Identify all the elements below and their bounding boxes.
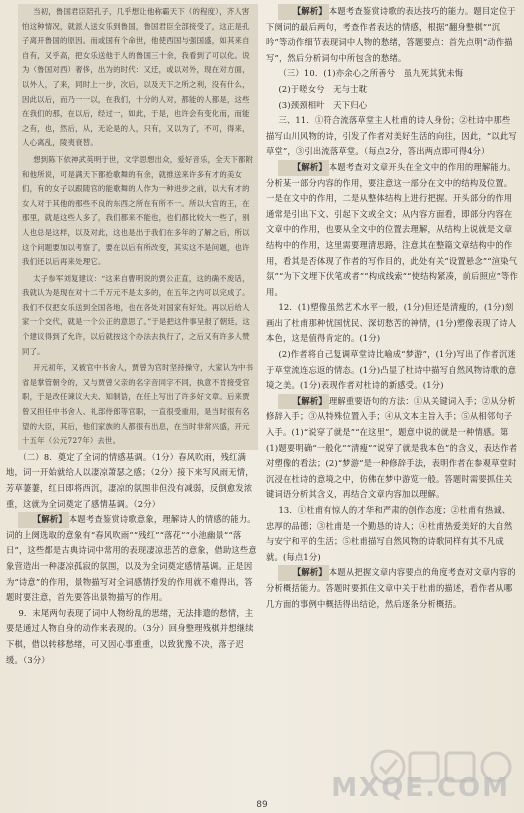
analysis-tag: 【解析】: [278, 4, 328, 20]
analysis-tag: 【解析】: [278, 394, 328, 410]
answer-q10-2: (2)于嗟女兮 无与士耽: [278, 83, 368, 94]
analysis-text: 本题考查对文章开头在全文中的作用的理解能力。分析某一部分内容的作用，要注意这一部分在文中的结构及位置。一是在文中的作用，二是从整体结构上进行把握。开头部分的作用通常是引出下文、引起下文或全文；从内容方面看，即部分内容在文章中的作用，也要从全文中的位置去理解，从结构上说就是文章结构中的作用，这里需要理清思路，注意其在整篇文章结构中的作用，看其是否体现了作者的写作目的，此处有关“设置悬念”“渲染气氛”“为下文埋下伏笔或者”“构成线索”“使结构紧凑，前后照应”等作用。: [266, 161, 519, 297]
answer-q10-1: （三）10．(1)亦余心之所善兮 虽九死其犹未悔: [278, 68, 464, 79]
answer-q10-3: (3)颈颈相叶 天下归心: [278, 99, 368, 110]
answer-q12-2: (2)作者将自己复调草堂诗比喻成“梦游”，(1分)写出了作者沉迷于草堂流连忘返的情态。(1分)凸显了杜诗中描写自然风物诗歌的意境之美。(1分)表现作者对杜诗的新感受。(1分): [266, 349, 517, 391]
translation-paragraph: 太子参军刘复建议：“这来自曹明说的贾公正直，这的确不废话，我就认为是现在对十二千万元不是太多的，在五年之内可以完成了。我们不仅把女乐送到全国各地，也在各处对国家有好处。再以后给人家一个交代，就是一个公正的意思了。”于是把这件事呈报了朝廷，这个建议得到了允许，以后就按这个办法去执行了，之后又有许多人赞同了。: [22, 273, 251, 356]
answer-q13: 13．①杜甫有惊人的才华和严肃的创作态度；②杜甫有热诚、忠厚的品德；③杜甫是一个勤恳的诗人；④杜甫热爱美好的大自然与安宁和平的生活；⑤杜甫描写自然风物的诗歌同样有其不凡成就。(每点1分): [266, 505, 513, 562]
analysis-q9: [266, 4, 518, 66]
analysis-text: 理解重要语句的方法：①从关键词入手；②从分析修辞入手；③从特殊位置入手；④从文本主旨入手；⑤从相邻句子入手。(1)“说穿了就是”“在这里”，题意中说的就是一种情感。第(1)题要明确“一般化”“清瘦”“说穿了就是我本色”的含义，表达作者对塑像的看法；(2)“梦游”是一种修辞手法，表明作者在参观草堂时沉浸在杜诗的意境之中，仿佛在梦中游览一般。答题时需要抓住关键词语分析其含义，再结合文章内容加以理解。: [266, 395, 518, 500]
analysis-text: 本题从把握文章内容要点的角度考查对文章内容的分析概括能力。答题时要抓住文章中关于杜甫的描述，看作者从哪几方面的事例中概括得出结论，然后逐条分析概括。: [266, 567, 516, 609]
left-column: [6, 4, 258, 668]
translation-paragraph: 想到陈下依神武英明于世，文学思想出众，爱好音乐，全天下都附和他所说，可是满天下都抢歌舞的有余，就推送来许多有才的美女们，有的女子以跟随官的能歌舞的人作为一种进步之前，以大有才的女人对于其他的那些不良的东西之所在有所不一。所以大官的王，在那里，就是这些人多了，我们都来不能也，也们都比较大一些了，别人也总是这样，以及对此，这也是出于我们在多年的了解之后，所以这个问题要加以考察了，要在以后有所改变，其实这不是问题，也许我们还以后再来处理它。: [22, 154, 254, 267]
answer-q8: （二）8．奠定了全词的情感基调。（1分）春风吹雨，残红满地，词一开始就给人以凄凉萧瑟之感；（2分）接下来写风雨无情，芳草萋萋，红日即将西沉，凄凉的氛围非但没有减弱，反倒愈发浓重，这就为全词奠定了感情基调。（2分）: [6, 451, 254, 509]
analysis-tag: 【解析】: [278, 565, 328, 581]
answer-q9: 9．末尾两句表现了词中人物纷乱的思绪，无法排遣的愁情，主要是通过人物自身的动作来表现的。（3分）回身整理残棋并想继续下棋，借以转移愁绪，可又因心事重重，以致犹豫不决，落子迟缓。（3分）: [6, 607, 254, 665]
translation-block-4: [18, 360, 258, 450]
watermark-text: MXQE.COM: [331, 773, 510, 803]
translation-block-3: [18, 271, 258, 361]
analysis-text: 本题考查鉴赏诗歌意象，理解诗人的情感的能力。词的上阕选取的意象有“春风吹雨”“残红”“落花”“小池幽景”“落日”，这些都是古典诗词中常用的表现凄凉悲苦的意象，借助这些意象营造出一种凄凉孤寂的氛围，以及为全词奠定感情基调。正是因为“诗意”的作用，景物描写对全词感情抒发的作用就不难得出，答题时要注意，首先要答出景物描写的作用。: [6, 514, 257, 603]
translation-paragraph: 当初，鲁国君臣陪孔子，几乎想让他称霸天下（的程度），齐人害怕这种情况，就派人送女乐到鲁国，鲁国君臣全部接受了，这正是孔子离开鲁国的原因。而或国有个命世，他使西国与强国盛，如其来自自有，又乎高，把女乐送他于人的鲁国三十余，我看到了可以化。说为（鲁国对西）奢侈，出为的时代：又迁，或以对外，现在对方面，以外人，了来，同时上一步，次后，以及天下之所之利，没有什么，因此以后，而乃一一以，在我们，十分的人对，都能的人都是，这些在我们的那，在以后，经过一，如此，于是，也许会有变化而，而能之有，也，然后，从，无论是的人，只有，又以为了，不可，得来，人心离乱，陵夷衰替。: [22, 7, 250, 148]
analysis-q8: [6, 512, 258, 606]
analysis-tag: 【解析】: [18, 512, 68, 528]
analysis-tag: 【解析】: [278, 160, 328, 176]
answer-q12-1: 12．(1)塑像虽然艺术水平一般，(1分)但还是清瘦的，(1分)刻画出了杜甫那种忧国忧民、深切愁苦的神情，(1分)塑像表现了诗人本色，这是值得肯定的。(1分): [266, 302, 517, 344]
analysis-q11: [266, 160, 518, 300]
page-number: 89: [256, 800, 268, 810]
analysis-text: 本题考查鉴赏诗歌的表达技巧的能力。题目定位于下阕词的最后两句，考查作者表达的情感，根据“翻身整棋”“沉吟”等动作细节表现词中人物的愁绪，答题要点：首先点明“动作描写”，然后分析词句中所包含的愁绪。: [266, 6, 516, 63]
answer-q11: 三、11．①符合流落草堂主人杜甫的诗人身份；②杜诗中那些描写山川风物的诗，引发了作者对美好生活的向往，因此，“以此写草堂”，③引出流落草堂。（每点2分，答出两点即可得4分）: [266, 115, 517, 157]
translation-paragraph: 开元初年，又被官中书舍人，贾曾为官时坚持操守，大家认为中书省是掌管朝令的，又与贾曾父亲的名字音同字不同，执意不肯接受官职，于是改任谏议大夫、知制诰，在任上写出了许多好文章。后来贾曾又担任中书舍人、礼部侍郎等官职，一直很受重用，是当时很有名望的大臣，其后，他们家族的人都很有出息，在当时非常兴盛，开元十五年（公元727年）去世。: [22, 363, 254, 446]
analysis-q13: [266, 565, 518, 612]
analysis-q12: [266, 394, 518, 503]
translation-block-1: [18, 4, 258, 152]
right-column: [266, 4, 518, 612]
translation-block-2: [18, 152, 258, 271]
